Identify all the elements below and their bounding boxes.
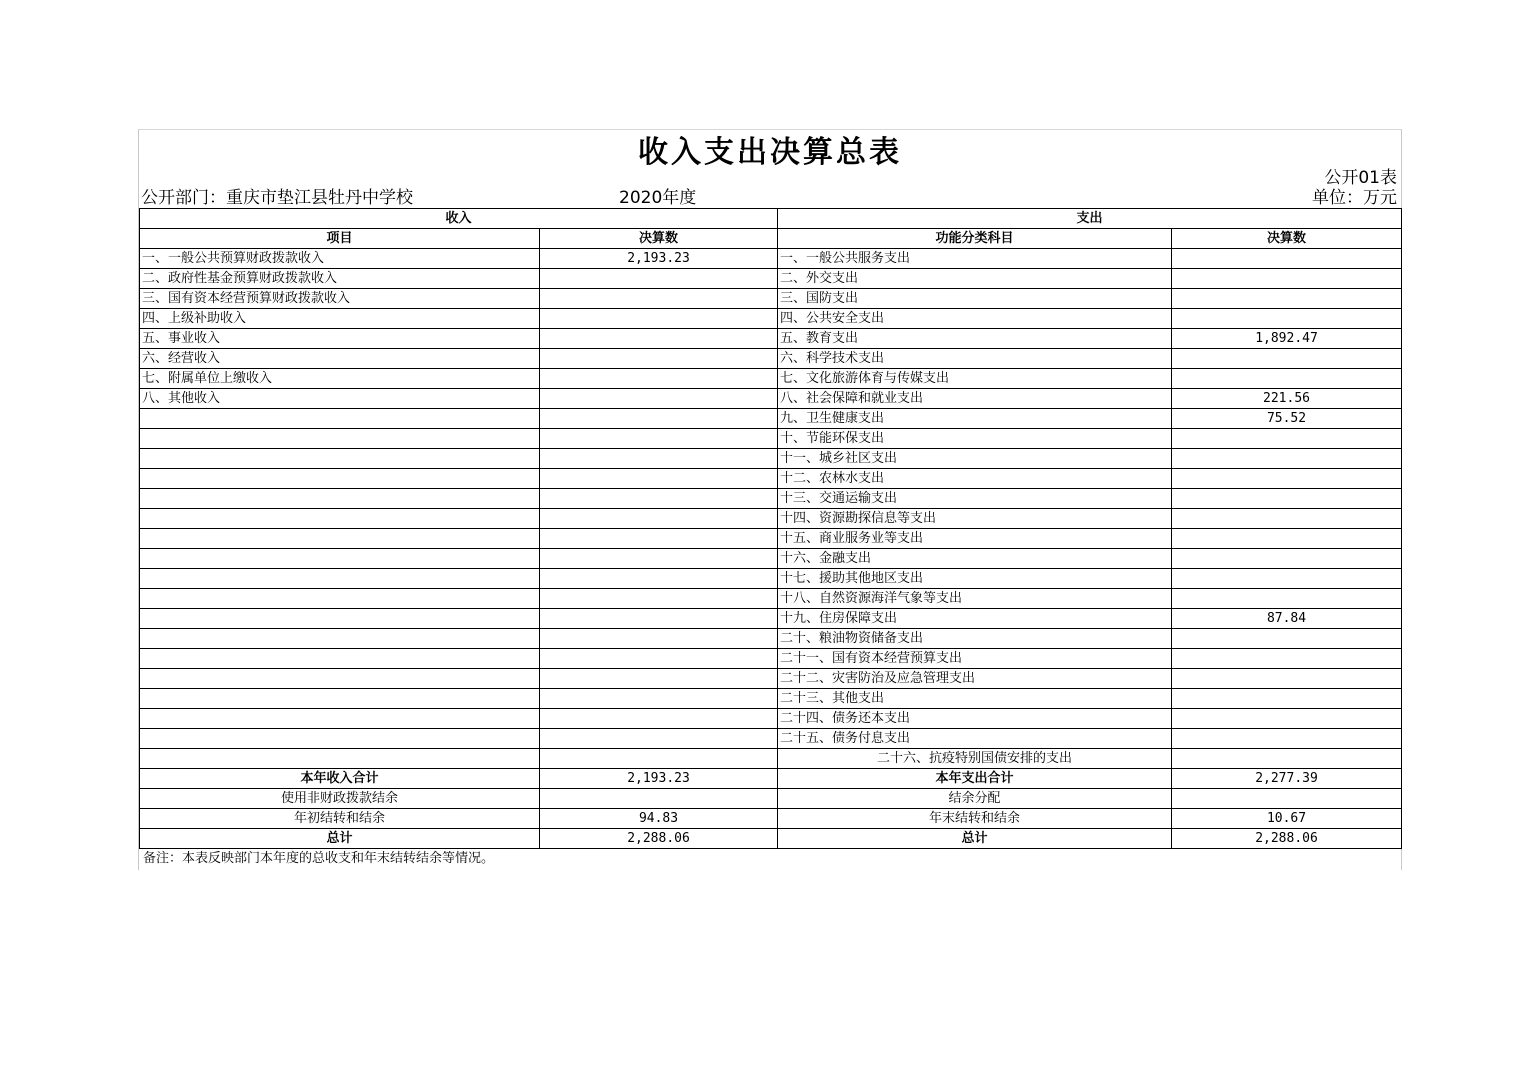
summary-income-label: 总计 [140, 829, 540, 849]
income-item-cell: 五、事业收入 [140, 329, 540, 349]
expense-amount-cell [1172, 349, 1402, 369]
income-amount-cell [540, 289, 778, 309]
income-item-cell [140, 429, 540, 449]
table-row [140, 689, 1402, 709]
expense-amount-cell [1172, 369, 1402, 389]
summary-expense-amount: 2,288.06 [1172, 829, 1402, 849]
income-item-cell [140, 469, 540, 489]
department-label: 公开部门：重庆市垫江县牡丹中学校 [141, 188, 413, 208]
expense-item-cell: 十二、农林水支出 [778, 469, 1172, 489]
table-row [140, 609, 1402, 629]
summary-income-amount: 2,193.23 [540, 769, 778, 789]
expense-item-cell: 二十三、其他支出 [778, 689, 1172, 709]
fiscal-year: 2020年度 [619, 188, 697, 208]
table-row [140, 529, 1402, 549]
expense-item-cell: 八、社会保障和就业支出 [778, 389, 1172, 409]
income-amount-cell [540, 669, 778, 689]
expense-amount-cell [1172, 429, 1402, 449]
expense-item-cell: 二、外交支出 [778, 269, 1172, 289]
summary-expense-label: 结余分配 [778, 789, 1172, 809]
summary-expense-label: 总计 [778, 829, 1172, 849]
expense-item-cell: 二十二、灾害防治及应急管理支出 [778, 669, 1172, 689]
table-row [140, 309, 1402, 329]
income-item-cell [140, 409, 540, 429]
income-item-cell [140, 509, 540, 529]
budget-table [139, 208, 1402, 849]
income-amount-cell [540, 589, 778, 609]
income-amount-cell [540, 369, 778, 389]
expense-amount-cell [1172, 729, 1402, 749]
expense-amount-cell [1172, 589, 1402, 609]
report-title: 收入支出决算总表 [638, 135, 902, 170]
table-row [140, 389, 1402, 409]
expense-item-cell: 十九、住房保障支出 [778, 609, 1172, 629]
expense-amount-cell [1172, 449, 1402, 469]
expense-item-cell: 十七、援助其他地区支出 [778, 569, 1172, 589]
column-header-row [140, 229, 1402, 249]
income-item-cell [140, 609, 540, 629]
income-amount-cell [540, 269, 778, 289]
income-item-cell: 四、上级补助收入 [140, 309, 540, 329]
income-amount-cell [540, 389, 778, 409]
income-amount-cell [540, 609, 778, 629]
income-item-cell [140, 709, 540, 729]
summary-income-label: 本年收入合计 [140, 769, 540, 789]
expense-item-cell: 二十、粮油物资储备支出 [778, 629, 1172, 649]
unit-label: 单位：万元 [1312, 188, 1397, 208]
expense-amount-cell [1172, 489, 1402, 509]
table-row [140, 729, 1402, 749]
income-item-cell [140, 729, 540, 749]
table-row [140, 649, 1402, 669]
income-amount-column-header: 决算数 [540, 229, 778, 249]
expense-amount-column-header: 决算数 [1172, 229, 1402, 249]
income-amount-cell [540, 509, 778, 529]
expense-section-header: 支出 [778, 209, 1402, 229]
table-row [140, 549, 1402, 569]
function-item-column-header: 功能分类科目 [778, 229, 1172, 249]
expense-amount-cell: 87.84 [1172, 609, 1402, 629]
income-item-cell [140, 489, 540, 509]
income-item-cell [140, 529, 540, 549]
footnote: 备注：本表反映部门本年度的总收支和年末结转结余等情况。 [143, 851, 495, 866]
form-number: 公开01表 [1324, 168, 1397, 188]
income-item-cell [140, 689, 540, 709]
expense-item-cell: 一、一般公共服务支出 [778, 249, 1172, 269]
income-amount-cell [540, 709, 778, 729]
expense-item-cell: 二十四、债务还本支出 [778, 709, 1172, 729]
summary-expense-label: 年末结转和结余 [778, 809, 1172, 829]
section-header-row [140, 209, 1402, 229]
summary-row [140, 789, 1402, 809]
summary-income-label: 使用非财政拨款结余 [140, 789, 540, 809]
income-amount-cell [540, 749, 778, 769]
summary-row [140, 809, 1402, 829]
summary-expense-amount: 10.67 [1172, 809, 1402, 829]
expense-amount-cell: 221.56 [1172, 389, 1402, 409]
income-item-cell [140, 629, 540, 649]
table-row [140, 369, 1402, 389]
summary-expense-amount [1172, 789, 1402, 809]
table-row [140, 269, 1402, 289]
table-row [140, 429, 1402, 449]
table-row [140, 349, 1402, 369]
expense-item-cell: 六、科学技术支出 [778, 349, 1172, 369]
income-amount-cell [540, 349, 778, 369]
income-item-cell [140, 589, 540, 609]
expense-amount-cell [1172, 309, 1402, 329]
summary-row [140, 829, 1402, 849]
income-item-cell: 一、一般公共预算财政拨款收入 [140, 249, 540, 269]
expense-amount-cell: 1,892.47 [1172, 329, 1402, 349]
expense-amount-cell [1172, 249, 1402, 269]
expense-item-cell: 十、节能环保支出 [778, 429, 1172, 449]
table-row [140, 749, 1402, 769]
income-item-cell: 七、附属单位上缴收入 [140, 369, 540, 389]
income-amount-cell [540, 689, 778, 709]
expense-item-cell: 十三、交通运输支出 [778, 489, 1172, 509]
table-row [140, 489, 1402, 509]
income-item-cell [140, 569, 540, 589]
expense-amount-cell [1172, 529, 1402, 549]
summary-income-amount: 2,288.06 [540, 829, 778, 849]
expense-amount-cell [1172, 749, 1402, 769]
table-row [140, 669, 1402, 689]
income-amount-cell [540, 629, 778, 649]
summary-row [140, 769, 1402, 789]
expense-amount-cell [1172, 569, 1402, 589]
expense-item-cell: 二十六、抗疫特别国债安排的支出 [778, 749, 1172, 769]
income-amount-cell [540, 489, 778, 509]
summary-income-amount: 94.83 [540, 809, 778, 829]
table-row [140, 409, 1402, 429]
table-row [140, 589, 1402, 609]
expense-amount-cell: 75.52 [1172, 409, 1402, 429]
income-amount-cell [540, 409, 778, 429]
summary-income-label: 年初结转和结余 [140, 809, 540, 829]
expense-amount-cell [1172, 509, 1402, 529]
table-row [140, 469, 1402, 489]
income-section-header: 收入 [140, 209, 778, 229]
income-amount-cell [540, 569, 778, 589]
expense-amount-cell [1172, 269, 1402, 289]
table-row [140, 709, 1402, 729]
expense-item-cell: 二十一、国有资本经营预算支出 [778, 649, 1172, 669]
report-sheet [138, 129, 1402, 870]
income-item-cell [140, 649, 540, 669]
summary-expense-amount: 2,277.39 [1172, 769, 1402, 789]
expense-amount-cell [1172, 649, 1402, 669]
table-row [140, 249, 1402, 269]
table-row [140, 289, 1402, 309]
income-item-cell: 三、国有资本经营预算财政拨款收入 [140, 289, 540, 309]
expense-item-cell: 十四、资源勘探信息等支出 [778, 509, 1172, 529]
expense-item-cell: 五、教育支出 [778, 329, 1172, 349]
income-amount-cell [540, 549, 778, 569]
income-amount-cell [540, 329, 778, 349]
income-item-cell [140, 669, 540, 689]
expense-amount-cell [1172, 469, 1402, 489]
expense-item-cell: 十五、商业服务业等支出 [778, 529, 1172, 549]
table-row [140, 509, 1402, 529]
income-item-cell: 六、经营收入 [140, 349, 540, 369]
income-item-cell [140, 749, 540, 769]
expense-item-cell: 三、国防支出 [778, 289, 1172, 309]
expense-amount-cell [1172, 709, 1402, 729]
income-amount-cell [540, 449, 778, 469]
income-item-cell: 二、政府性基金预算财政拨款收入 [140, 269, 540, 289]
expense-item-cell: 九、卫生健康支出 [778, 409, 1172, 429]
income-amount-cell [540, 649, 778, 669]
income-amount-cell [540, 469, 778, 489]
expense-amount-cell [1172, 629, 1402, 649]
expense-item-cell: 十六、金融支出 [778, 549, 1172, 569]
income-amount-cell: 2,193.23 [540, 249, 778, 269]
income-amount-cell [540, 429, 778, 449]
table-row [140, 329, 1402, 349]
summary-expense-label: 本年支出合计 [778, 769, 1172, 789]
expense-amount-cell [1172, 669, 1402, 689]
table-row [140, 449, 1402, 469]
income-amount-cell [540, 529, 778, 549]
expense-amount-cell [1172, 689, 1402, 709]
table-row [140, 629, 1402, 649]
income-amount-cell [540, 729, 778, 749]
expense-item-cell: 二十五、债务付息支出 [778, 729, 1172, 749]
income-amount-cell [540, 309, 778, 329]
summary-income-amount [540, 789, 778, 809]
expense-item-cell: 七、文化旅游体育与传媒支出 [778, 369, 1172, 389]
expense-item-cell: 十八、自然资源海洋气象等支出 [778, 589, 1172, 609]
item-column-header: 项目 [140, 229, 540, 249]
expense-amount-cell [1172, 549, 1402, 569]
income-item-cell: 八、其他收入 [140, 389, 540, 409]
income-item-cell [140, 549, 540, 569]
table-row [140, 569, 1402, 589]
expense-amount-cell [1172, 289, 1402, 309]
expense-item-cell: 四、公共安全支出 [778, 309, 1172, 329]
expense-item-cell: 十一、城乡社区支出 [778, 449, 1172, 469]
income-item-cell [140, 449, 540, 469]
